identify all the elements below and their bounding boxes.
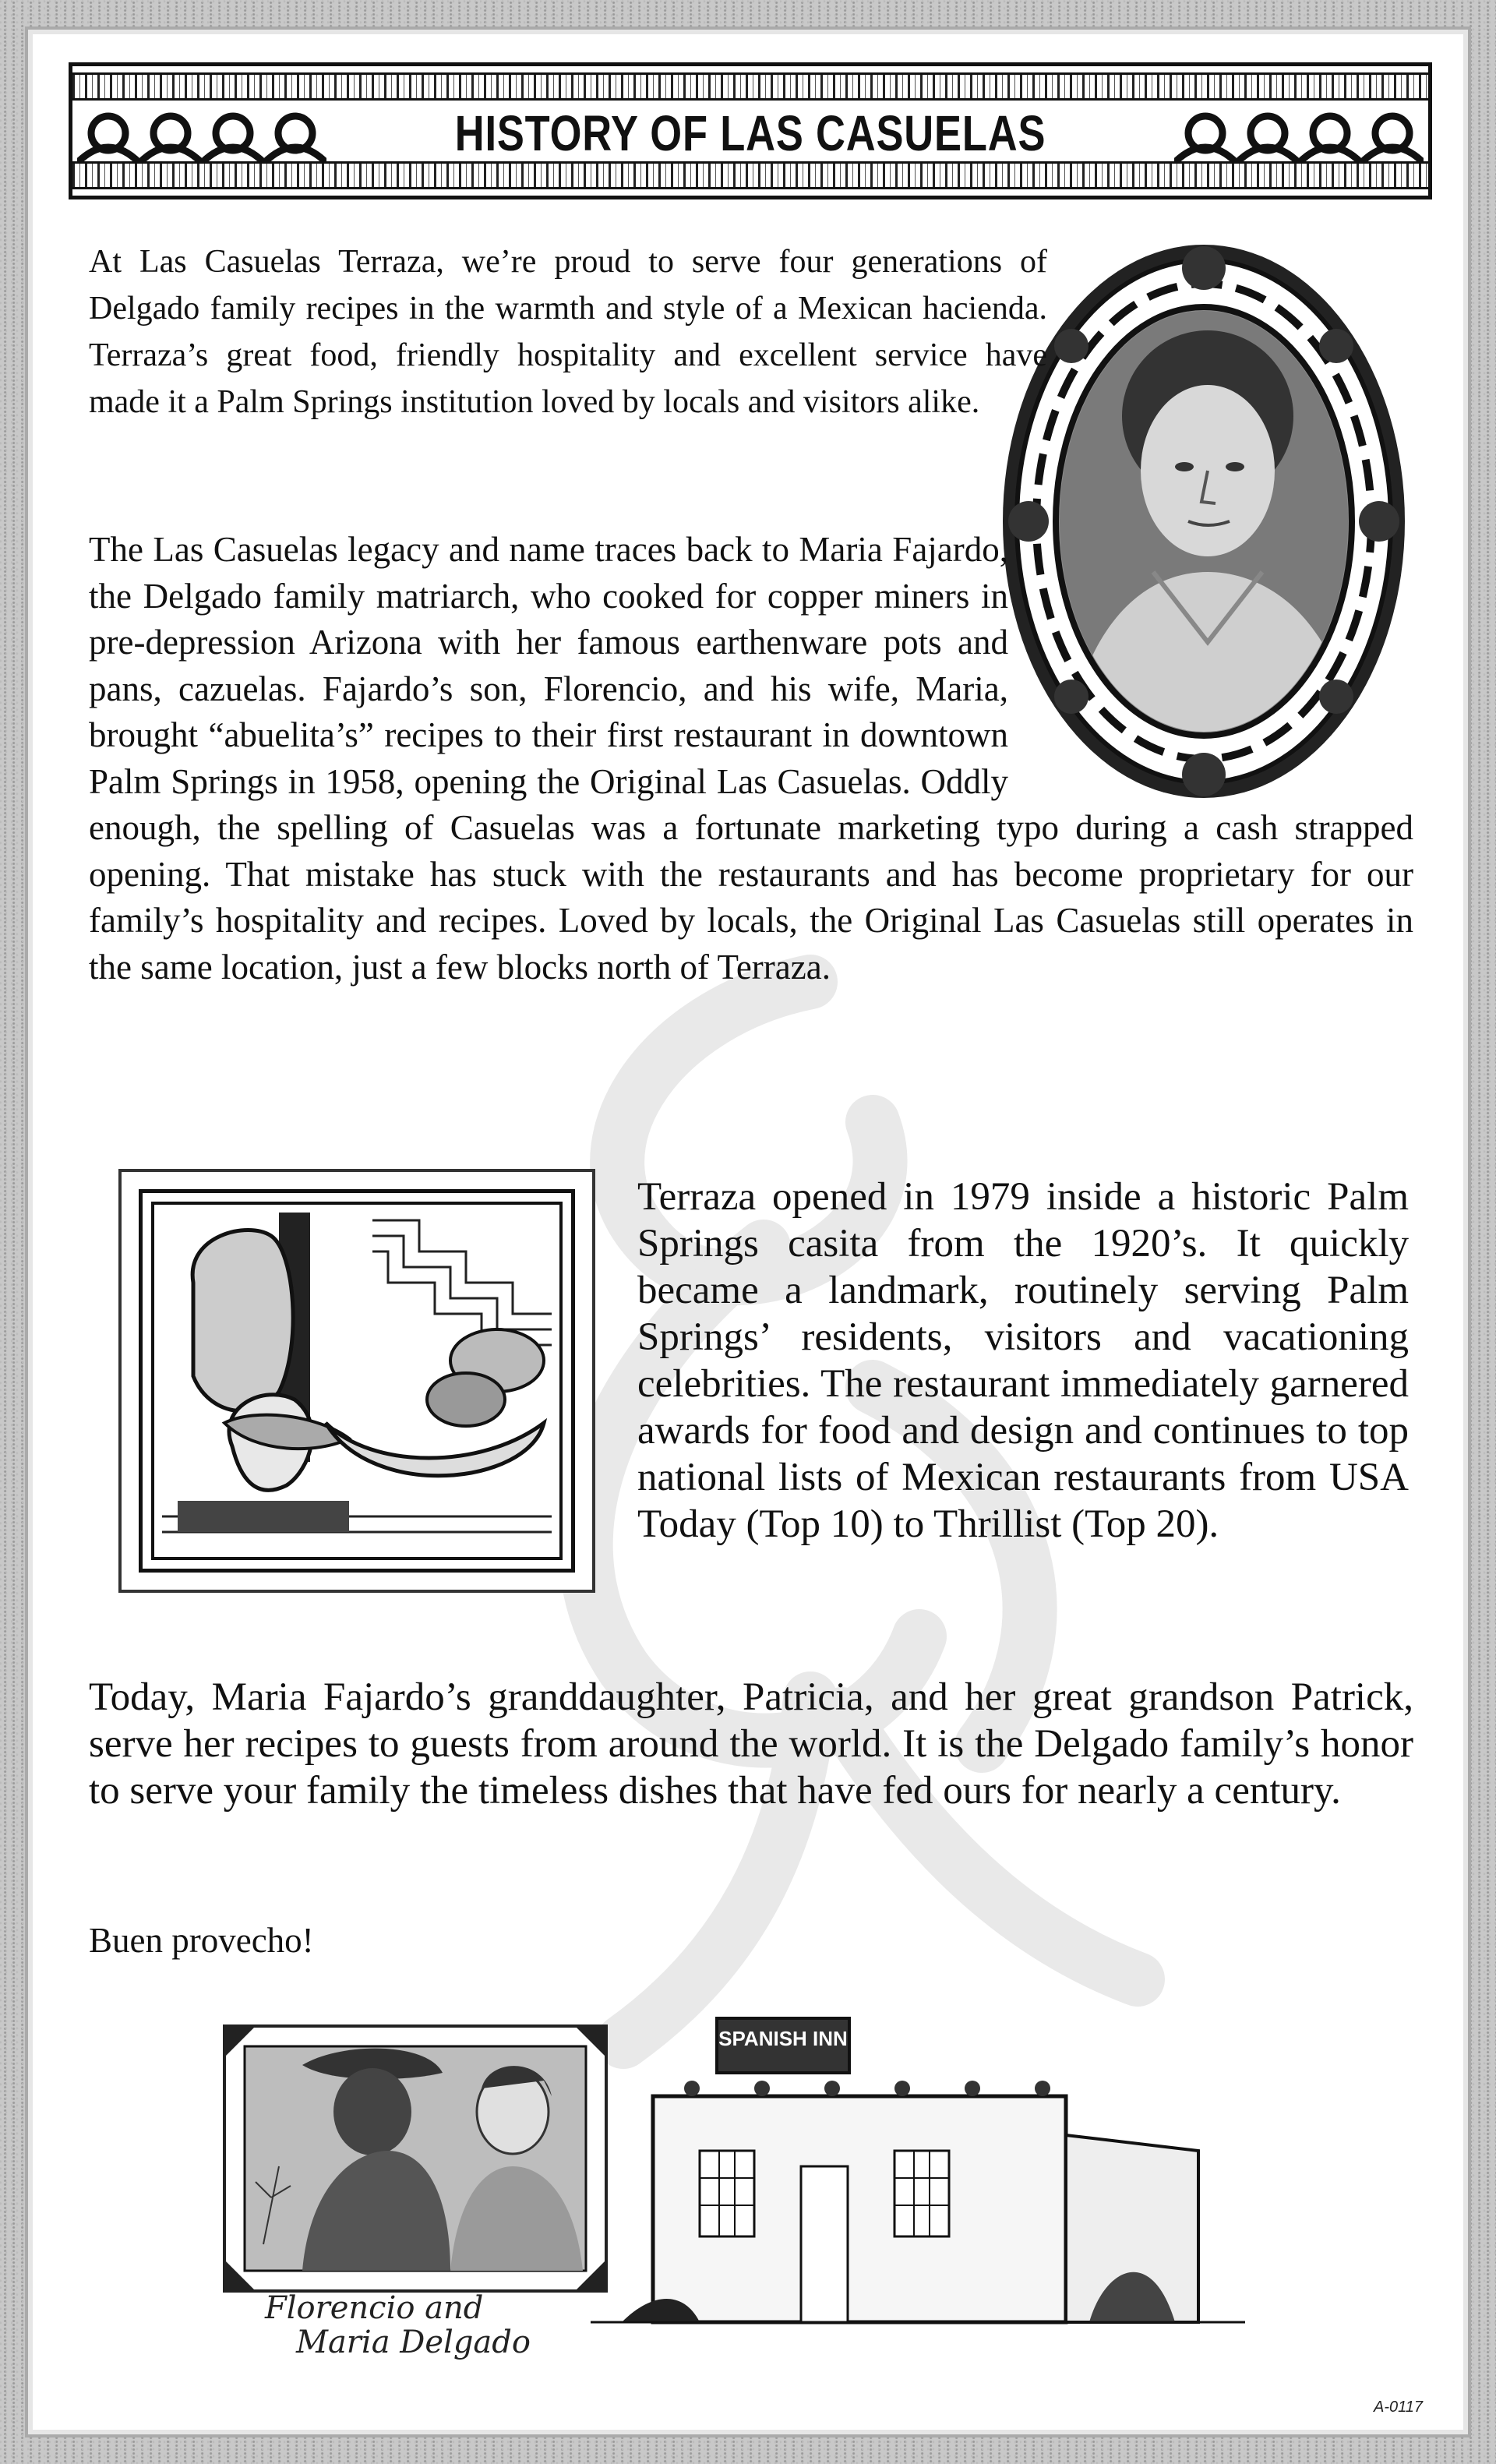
portrait-spacer [1008,527,1413,784]
photo-caption [265,2291,531,2360]
terraza-paragraph: Terraza opened in 1979 inside a historic Palm Springs casita from the 1920’s. It quickly became a landmark, routinely serving Palm Springs’ residents, visitors and vacationing celebrities. The restaurant immediately garnered awards for food and design and continues to top national lists of Mexican restaurants from USA Today (Top 10) to Thrillist (Top 20). [637,1175,1409,1546]
still-life-drawing [139,1189,575,1573]
today-paragraph: Today, Maria Fajardo’s granddaughter, Patricia, and her great grandson Patrick, serve her recipes to guests from around the world. It is the Delgado family’s honor to serve your family the timeless dishes that have fed ours for nearly a century. [89,1675,1413,1813]
still-life-illustration [118,1169,595,1593]
caption-line-1: Florencio and [265,2290,484,2326]
banner-rail-top [72,72,1428,101]
header-banner [69,62,1432,199]
ornament-right [1174,101,1424,166]
spanish-inn-building [591,2018,1245,2322]
closing-line: Buen provecho! [89,1921,314,1960]
intro-paragraph: At Las Casuelas Terraza, we’re proud to serve four generations of Delgado family recipes in the warmth and style of a Mexican hacienda. Terraza’s great food, friendly hospitality and excellent service have made it a Palm Springs institution loved by locals and visitors alike. [89,244,1047,420]
page-title: HISTORY OF LAS CASUELAS [454,105,1046,161]
banner-rail-bottom [72,161,1428,189]
caption-line-2: Maria Delgado [296,2325,531,2360]
legacy-paragraph [89,527,1413,990]
legacy-text: The Las Casuelas legacy and name traces back to Maria Fajardo, the Delgado family matriarch, who cooked for copper miners in pre-depression Arizona with her famous earthenware pots and pans, cazuelas. Fajardo’s son, Florencio, and his wife, Maria, brought “abuelita’s” recipes to their first restaurant in downtown Palm Springs in 1958, opening the Original Las Casuelas. Oddly enough, the spelling of Casuelas was a fortunate marketing typo during a cash strapped opening. That mistake has stuck with the restaurants and has become proprietary for our family’s hospitality and recipes. Loved by locals, the Original Las Casuelas still operates in the same location, just a few blocks north of Terraza. [89,530,1413,987]
founders-photo [224,2026,606,2291]
print-code: A-0117 [1373,2399,1423,2416]
inn-sign-text: SPANISH INN [718,2027,848,2050]
